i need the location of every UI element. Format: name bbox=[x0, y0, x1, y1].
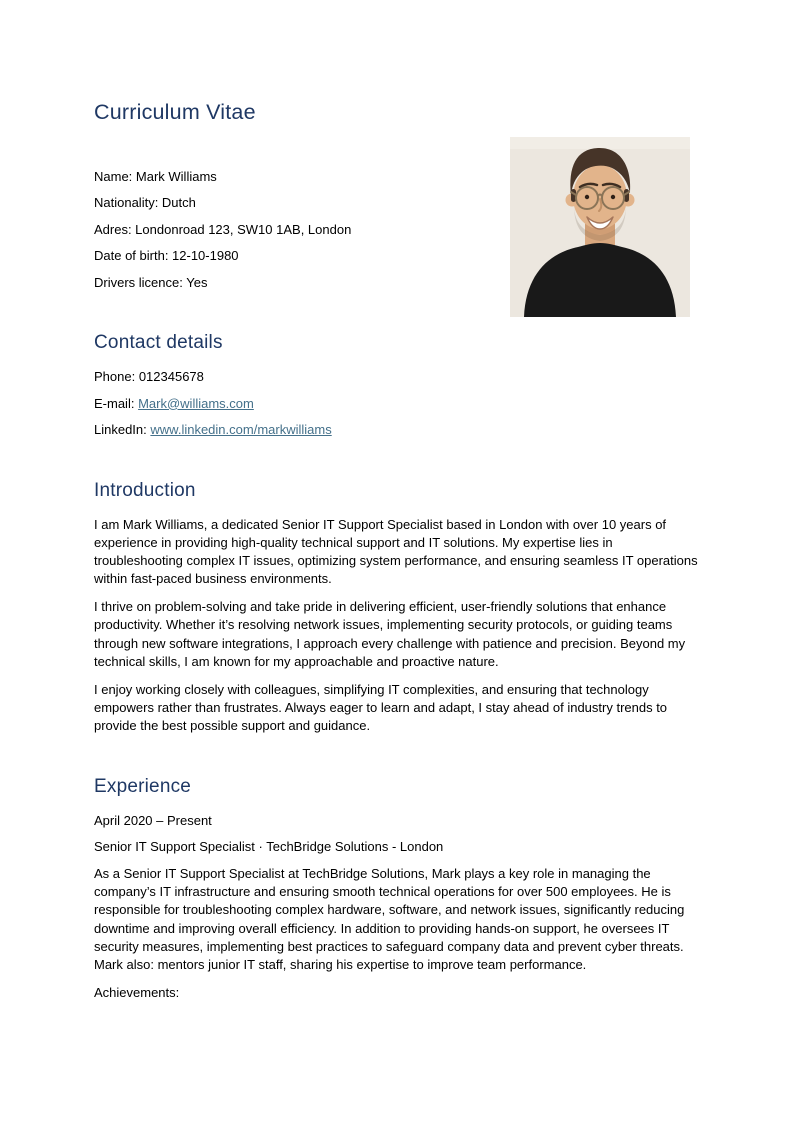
achievements-label: Achievements: bbox=[94, 985, 180, 1001]
page-title: Curriculum Vitae bbox=[94, 100, 256, 124]
experience-date-range: April 2020 – Present bbox=[94, 812, 212, 828]
linkedin-label: LinkedIn: bbox=[94, 422, 147, 438]
linkedin-link[interactable]: www.linkedin.com/markwilliams bbox=[150, 422, 332, 438]
experience-section bbox=[94, 775, 700, 1003]
portrait-photo-illustration bbox=[510, 137, 690, 317]
personal-licence-line: Drivers licence: Yes bbox=[94, 274, 208, 290]
contact-details-heading: Contact details bbox=[94, 332, 223, 354]
experience-heading: Experience bbox=[94, 775, 192, 797]
experience-description: As a Senior IT Support Specialist at TechBridge Solutions, Mark plays a key role in managing the company’s IT infrastructure and ensuring smooth technical operations for over 500 employees. He is responsible for troubleshooting complex hardware, software, and network issues, significantly reducing downtime and improving overall efficiency. In addition to providing hands-on support, he oversees IT security measures, implementing best practices to safeguard company data and prevent cyber threats. Mark also: mentors junior IT staff, sharing his expertise to improve team performance. bbox=[94, 865, 685, 973]
introduction-section bbox=[94, 479, 700, 736]
introduction-paragraph-2: I thrive on problem-solving and take pride in delivering efficient, user-friendly solutions that enhance productivity. Whether it’s resolving network issues, implementing security protocols, or guiding teams through new software integrations, I approach every challenge with patience and precision. Beyond my technical skills, I am known for my approachable and proactive nature. bbox=[94, 599, 686, 670]
portrait-photo bbox=[510, 137, 690, 317]
experience-role-line: Senior IT Support Specialist · TechBridge Solutions - London bbox=[94, 839, 444, 855]
personal-birthdate-line: Date of birth: 12-10-1980 bbox=[94, 248, 239, 264]
email-label: E-mail: bbox=[94, 395, 135, 411]
personal-name-line: Name: Mark Williams bbox=[94, 169, 217, 184]
introduction-heading: Introduction bbox=[94, 479, 196, 501]
email-link[interactable]: Mark@williams.com bbox=[138, 395, 254, 411]
personal-address-line: Adres: Londonroad 123, SW10 1AB, London bbox=[94, 221, 352, 237]
contact-details-section bbox=[94, 331, 700, 439]
personal-nationality-line: Nationality: Dutch bbox=[94, 195, 196, 211]
introduction-paragraph-3: I enjoy working closely with colleagues, simplifying IT complexities, and ensuring that technology empowers rather than frustrates. Always eager to learn and adapt, I stay ahead of industry trends to provide the best possible support and guidance. bbox=[94, 681, 668, 734]
email-line bbox=[94, 395, 700, 413]
introduction-paragraph-1: I am Mark Williams, a dedicated Senior IT Support Specialist based in London with over 10 years of experience in providing high-quality technical support and IT solutions. My expertise lies in troubleshooting complex IT issues, optimizing system performance, and ensuring seamless IT operations within fast-paced business environments. bbox=[94, 516, 698, 587]
linkedin-line bbox=[94, 421, 700, 439]
phone-line: Phone: 012345678 bbox=[94, 369, 204, 385]
